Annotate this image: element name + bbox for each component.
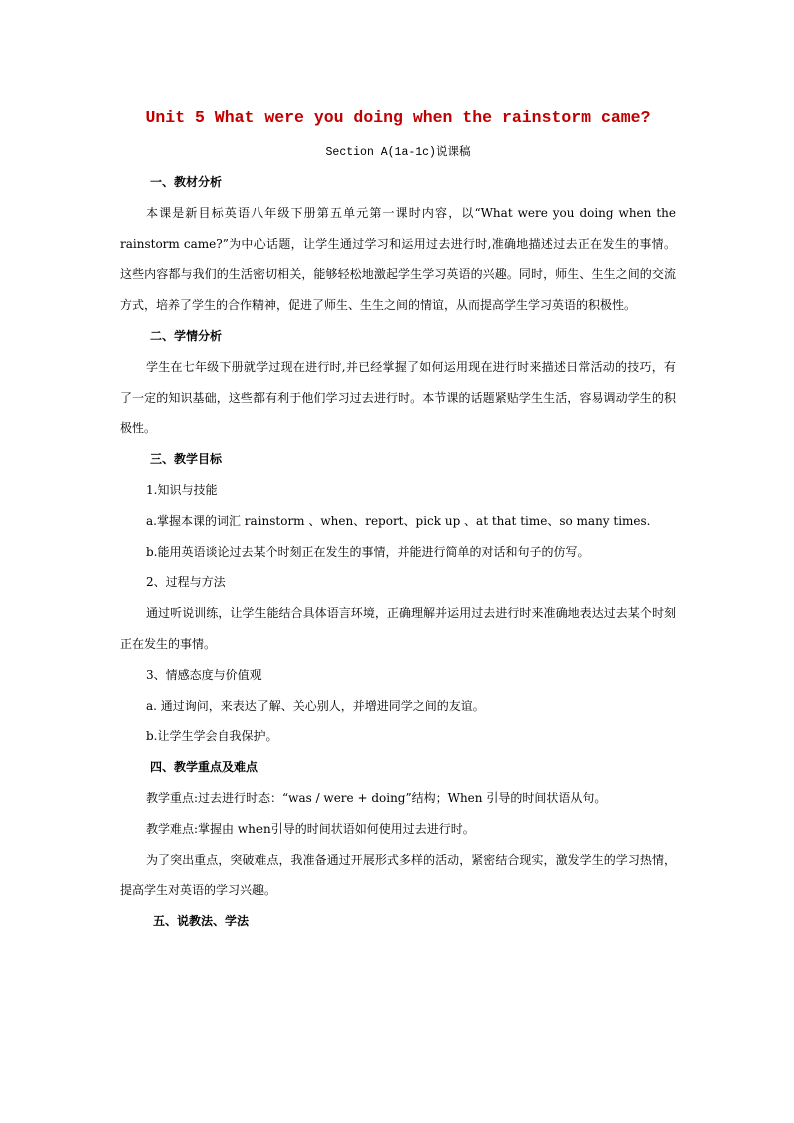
section-text-textbook-analysis: 本课是新目标英语八年级下册第五单元第一课时内容，以“What were you doing when the rainstorm came?”为中心话题，让学生通过学习和运用过去进行时,准确地描述过去正在发生的事情。这些内容都与我们的生活密切相关，能够轻松地激起学生学习英语的兴趣。同时，师生、生生之间的交流方式，培养了学生的合作精神，促进了师生、生生之间的情谊，从而提高学生学习英语的积极性。	[120, 205, 676, 313]
goal-attitude-values: 3、情感态度与价值观	[146, 667, 262, 682]
goal-item-speaking: b.能用英语谈论过去某个时刻正在发生的事情，并能进行简单的对话和句子的仿写。	[146, 544, 590, 559]
document-title: Unit 5 What were you doing when the rainstorm came?	[145, 108, 651, 127]
subtitle-type: 说课稿	[435, 144, 471, 158]
section-heading-key-points: 四、教学重点及难点	[150, 760, 259, 775]
goal-item-self-protection: b.让学生学会自我保护。	[146, 729, 278, 744]
section-heading-student-analysis: 二、学情分析	[150, 328, 223, 343]
section-heading-teaching-goals: 三、教学目标	[150, 452, 223, 467]
section-heading-teaching-methods: 五、说教法、学法	[153, 914, 250, 929]
section-text-student-analysis: 学生在七年级下册就学过现在进行时,并已经掌握了如何运用现在进行时来描述日常活动的技巧，有了一定的知识基础，这些都有利于他们学习过去进行时。本节课的话题紧贴学生生活，容易调动学生的积极性。	[120, 359, 676, 436]
subtitle-section: Section A(1a-1c)	[325, 146, 436, 159]
key-points-plan-text: 为了突出重点，突破难点，我准备通过开展形式多样的活动，紧密结合现实，激发学生的学习热情，提高学生对英语的学习兴趣。	[120, 852, 676, 898]
goal-process-text: 通过听说训练，让学生能结合具体语言环境，正确理解并运用过去进行时来准确地表达过去某个时刻正在发生的事情。	[120, 606, 676, 651]
goal-knowledge-skills: 1.知识与技能	[146, 482, 218, 497]
difficult-point-text: 教学难点:掌握由 when引导的时间状语如何使用过去进行时。	[146, 821, 475, 836]
key-point-text: 教学重点:过去进行时态：“was / were + doing”结构；When 引导的时间状语从句。	[146, 790, 607, 805]
goal-item-friendship: a. 通过询问，来表达了解、关心别人，并增进同学之间的友谊。	[146, 698, 485, 713]
section-heading-textbook-analysis: 一、教材分析	[150, 175, 223, 189]
document-subtitle	[120, 139, 676, 163]
document-content	[120, 104, 676, 937]
goal-process-methods: 2、过程与方法	[146, 575, 226, 590]
goal-item-vocabulary: a.掌握本课的词汇 rainstorm 、when、report、pick up 、at that time、so many times.	[146, 513, 651, 528]
